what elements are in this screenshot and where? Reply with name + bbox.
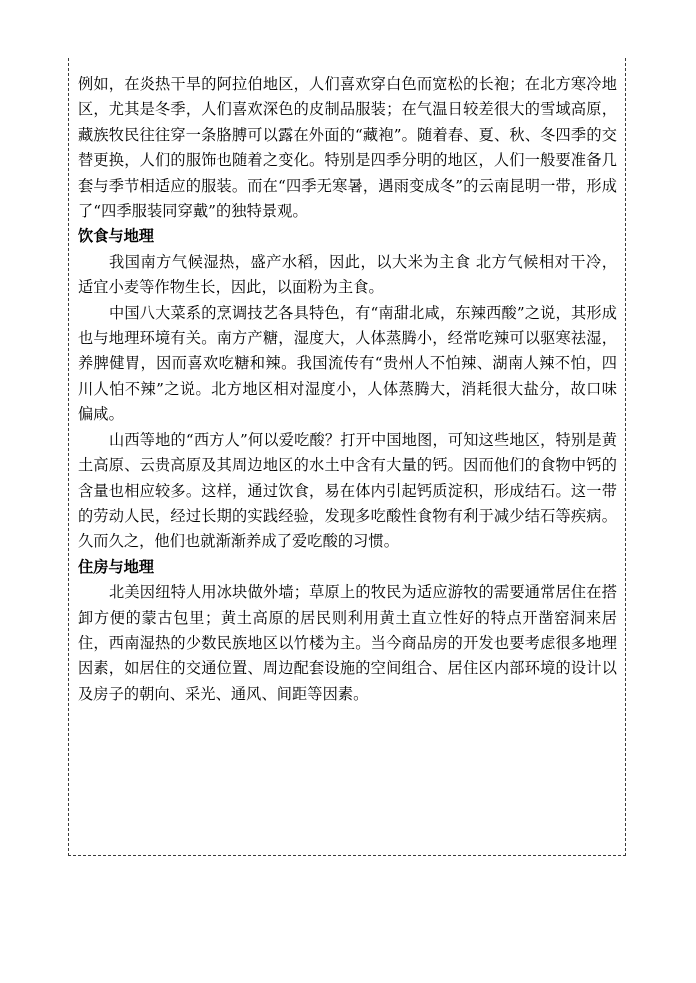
food-paragraph-1: 我国南方气候湿热，盛产水稻，因此，以大米为主食 北方气候相对干冷，适宜小麦等作物生长，因此，以面粉为主食。 xyxy=(78,252,617,297)
food-paragraph-2: 中国八大菜系的烹调技艺各具特色，有“南甜北咸，东辣西酸”之说，其形成也与地理环境有关。南方产糖，湿度大，人体蒸腾小，经常吃辣可以驱寒祛湿，养脾健胃，因而喜欢吃糖和辣。我国流传有“贵州人不怕辣、湖南人辣不怕，四川人怕不辣”之说。北方地区相对湿度小，人体蒸腾大，消耗很大盐分，故口味偏咸。 xyxy=(78,303,617,424)
food-paragraph-3: 山西等地的“西方人”何以爱吃酸？打开中国地图，可知这些地区，特别是黄土高原、云贵高原及其周边地区的水土中含有大量的钙。因而他们的食物中钙的含量也相应较多。这样，通过饮食，易在体内引起钙质淀积，形成结石。这一带的劳动人民，经过长期的实践经验，发现多吃酸性食物有利于减少结石等疾病。久而久之，他们也就渐渐养成了爱吃酸的习惯。 xyxy=(78,430,617,551)
content-box xyxy=(68,58,626,856)
housing-paragraph: 北美因纽特人用冰块做外墙；草原上的牧民为适应游牧的需要通常居住在搭卸方便的蒙古包里；黄土高原的居民则利用黄土直立性好的特点开凿窑洞来居住，西南湿热的少数民族地区以竹楼为主。当今商品房的开发也要考虑很多地理因素，如居住的交通位置、周边配套设施的空间组合、居住区内部环境的设计以及房子的朝向、采光、通风、间距等因素。 xyxy=(78,583,617,703)
section-heading-housing: 住房与地理 xyxy=(78,557,154,576)
section-heading-food: 饮食与地理 xyxy=(78,227,154,246)
clothing-paragraph: 例如，在炎热干旱的阿拉伯地区，人们喜欢穿白色而宽松的长袍；在北方寒冷地区，尤其是冬季，人们喜欢深色的皮制品服装；在气温日较差很大的雪域高原，藏族牧民往往穿一条胳膊可以露在外面的“藏袍”。随着春、夏、秋、冬四季的交替更换，人们的服饰也随着之变化。特别是四季分明的地区，人们一般要准备几套与季节相适应的服装。而在“四季无寒暑，遇雨变成冬”的云南昆明一带，形成了“四季服装同穿戴”的独特景观。 xyxy=(78,75,617,221)
